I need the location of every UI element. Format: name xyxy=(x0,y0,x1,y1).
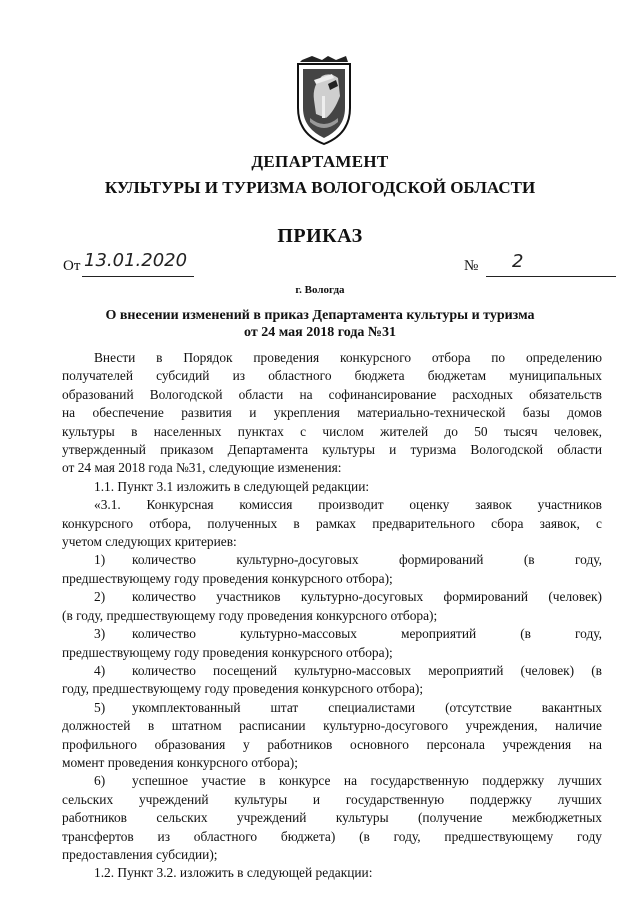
item-number: 2) xyxy=(94,589,106,605)
criteria-item xyxy=(62,551,602,569)
body-line: образований Вологодской области на софинансирование расходных обязательств xyxy=(62,386,602,402)
item-text: работников сельских учреждений культуры (получение межбюджетных xyxy=(62,810,602,826)
body-line: от 24 мая 2018 года №31, следующие изменения: xyxy=(62,460,342,476)
item-text: должностей в штатном расписании культурно-досугового учреждения, наличие xyxy=(62,718,602,734)
item-number: 5) xyxy=(94,699,106,715)
order-date-handwritten: 13.01.2020 xyxy=(84,250,188,271)
number-label: № xyxy=(464,258,479,274)
item-text: предшествующему году проведения конкурсного отбора); xyxy=(62,570,393,586)
item-number: 3) xyxy=(94,626,106,642)
body-line: Внести в Порядок проведения конкурсного отбора по определению xyxy=(94,350,602,365)
number-underline xyxy=(486,276,616,277)
department-subheading: КУЛЬТУРЫ И ТУРИЗМА ВОЛОГОДСКОЙ ОБЛАСТИ xyxy=(104,178,536,197)
body-line: получателей субсидий из областного бюджета бюджетам муниципальных xyxy=(62,368,602,384)
item-text: предоставления субсидии); xyxy=(62,846,218,862)
date-label: От xyxy=(63,258,81,274)
item-text: (в году, предшествующему году проведения конкурсного отбора); xyxy=(62,607,438,623)
coat-of-arms-emblem xyxy=(292,56,356,146)
item-text: количество посещений культурно-массовых мероприятий (человек) (в xyxy=(132,662,602,678)
order-number-handwritten: 2 xyxy=(512,251,524,272)
document-body xyxy=(62,349,602,883)
item-text: трансфертов из областного бюджета) (в году, предшествующему году xyxy=(62,828,602,844)
item-text: момент проведения конкурсного отбора); xyxy=(62,754,298,770)
item-text: предшествующему году проведения конкурсного отбора); xyxy=(62,644,393,660)
document-title: ПРИКАЗ xyxy=(277,225,363,247)
body-line: конкурсного отбора, полученных в рамках предварительного сбора заявок, с xyxy=(62,515,602,531)
department-heading: ДЕПАРТАМЕНТ xyxy=(251,152,389,171)
criteria-item xyxy=(62,699,602,717)
subject-line-2: от 24 мая 2018 года №31 xyxy=(244,325,396,340)
item-text: году, предшествующему году проведения конкурсного отбора); xyxy=(62,681,424,697)
body-line: утвержденный приказом Департамента культуры и туризма Вологодской области xyxy=(62,442,602,458)
item-number: 4) xyxy=(94,662,106,678)
item-text: количество участников культурно-досуговых формирований (человек) xyxy=(132,589,602,605)
item-text: профильного образования у работников основного персонала учреждения на xyxy=(62,736,602,752)
body-line: культуры в населенных пунктах с числом жителей до 50 тысяч человек, xyxy=(62,423,602,439)
item-number: 1) xyxy=(94,552,106,568)
date-underline xyxy=(82,276,194,277)
criteria-item xyxy=(62,625,602,643)
item-text: укомплектованный штат специалистами (отсутствие вакантных xyxy=(132,699,602,715)
clause-1-1: 1.1. Пункт 3.1 изложить в следующей редакции: xyxy=(94,478,370,494)
subject-line-1: О внесении изменений в приказ Департамента культуры и туризма xyxy=(105,308,535,323)
body-line: учетом следующих критериев: xyxy=(62,534,237,550)
body-line: на обеспечение развития и укрепления материально-технической базы домов xyxy=(62,405,602,421)
criteria-item xyxy=(62,588,602,606)
criteria-item xyxy=(62,772,602,790)
item-text: количество культурно-досуговых формирований (в году, xyxy=(132,552,602,568)
item-text: успешное участие в конкурсе на государственную поддержку лучших xyxy=(132,773,602,789)
item-text: количество культурно-массовых мероприятий (в году, xyxy=(132,626,602,642)
body-line: «3.1. Конкурсная комиссия производит оценку заявок участников xyxy=(94,497,602,513)
item-number: 6) xyxy=(94,773,106,789)
item-text: сельских учреждений культуры и государственную поддержку лучших xyxy=(62,791,602,807)
clause-1-2: 1.2. Пункт 3.2. изложить в следующей редакции: xyxy=(94,865,373,881)
criteria-item xyxy=(62,662,602,680)
city-label: г. Вологда xyxy=(295,284,345,296)
